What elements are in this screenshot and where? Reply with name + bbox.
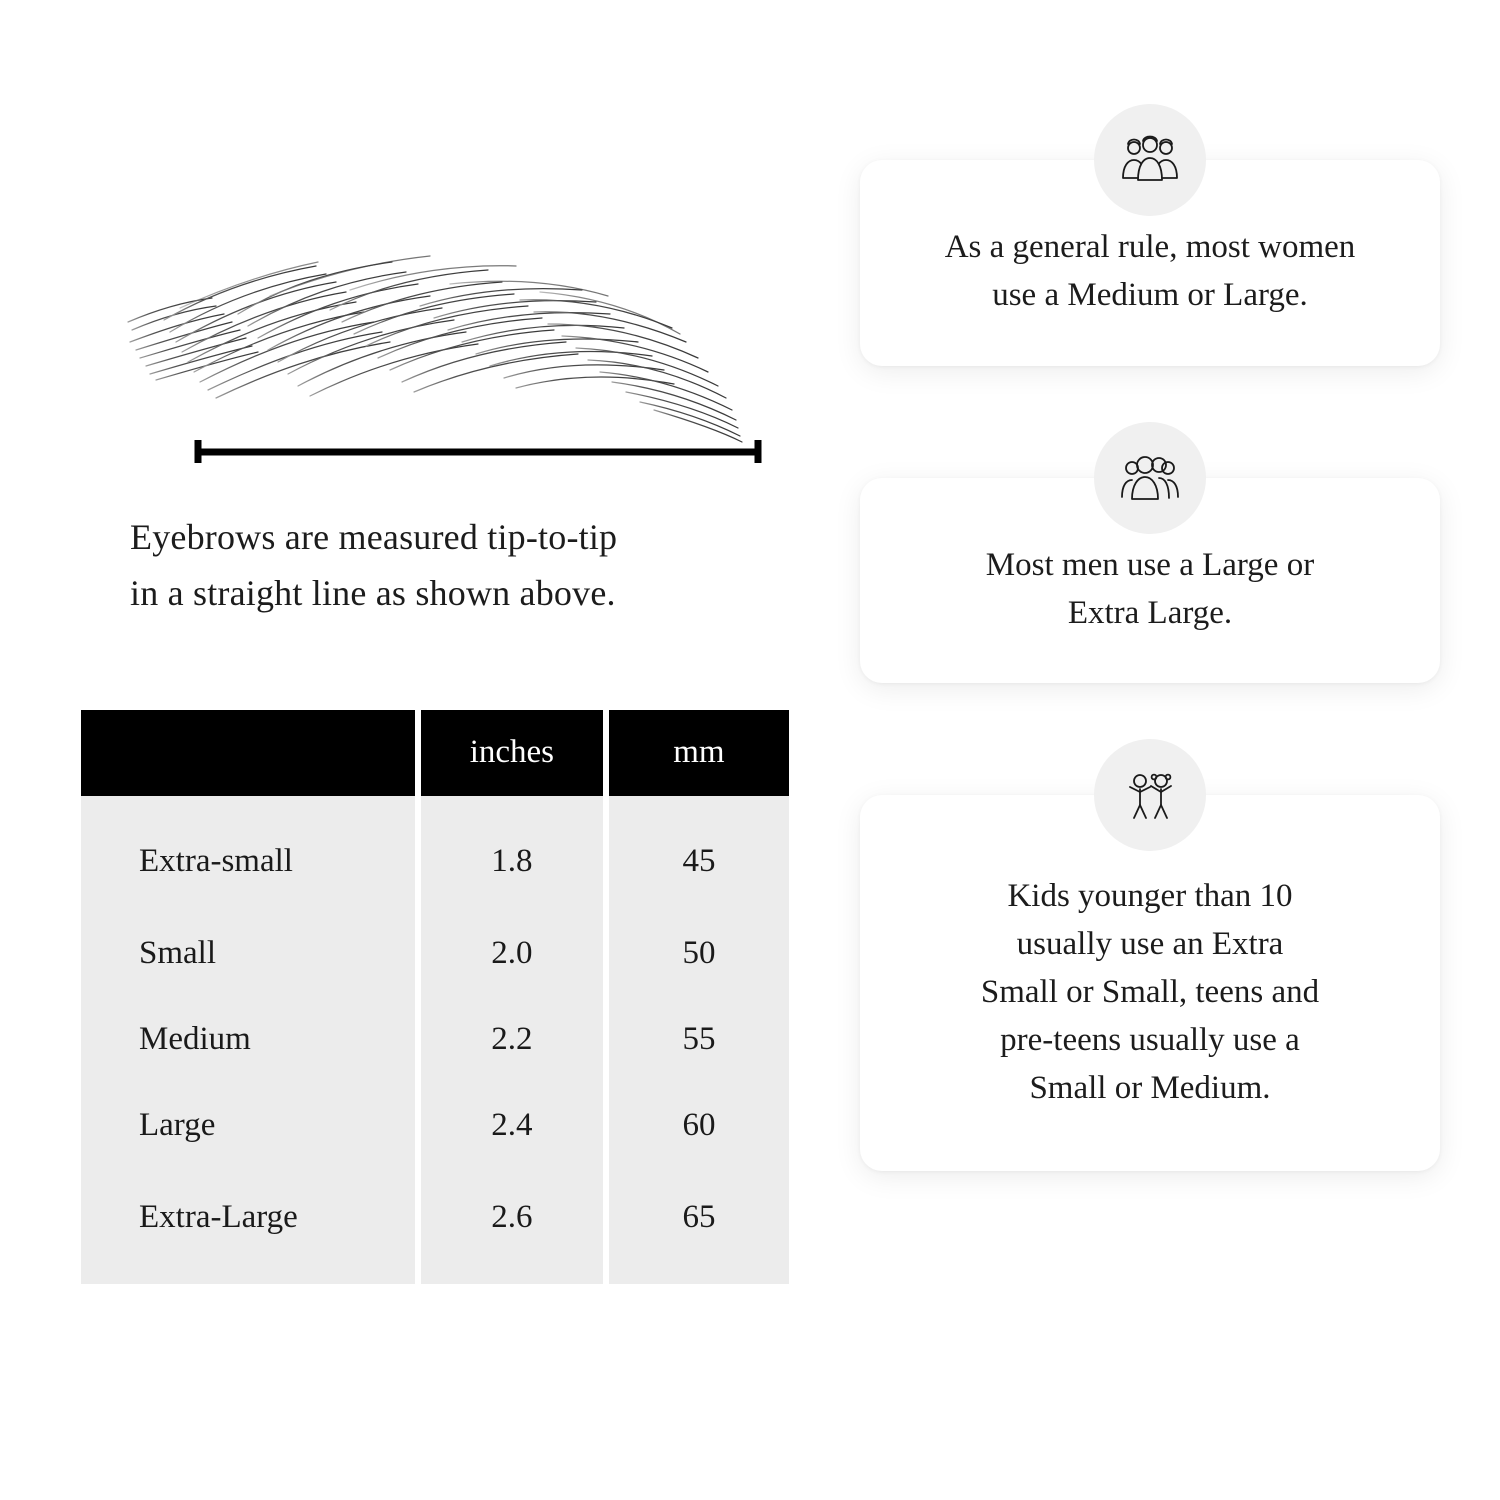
row-size-mm: 55 <box>609 997 789 1083</box>
table-row <box>81 796 789 911</box>
right-column <box>860 160 1440 1171</box>
row-size-inches: 2.2 <box>421 997 603 1083</box>
tip-men-line-1: Most men use a Large or <box>985 546 1315 583</box>
left-column <box>75 150 805 1284</box>
row-size-mm: 45 <box>609 796 789 911</box>
caption-line-2: in a straight line as shown above. <box>130 572 616 613</box>
eyebrow-illustration <box>120 150 760 450</box>
tip-women-line-2: use a Medium or Large. <box>992 276 1308 313</box>
size-chart-table <box>75 710 795 1284</box>
row-size-name: Small <box>81 911 415 997</box>
tip-card-men <box>860 478 1440 684</box>
tip-card-women <box>860 160 1440 366</box>
table-header-row <box>81 710 789 796</box>
row-size-inches: 2.4 <box>421 1083 603 1169</box>
tip-women-line-1: As a general rule, most women <box>944 229 1356 265</box>
tip-kids-line-4: pre-teens usually use a <box>1000 1021 1300 1058</box>
caption-line-1: Eyebrows are measured tip-to-tip <box>130 517 618 557</box>
tip-to-tip-measure-bar <box>193 438 763 464</box>
row-size-inches: 2.0 <box>421 911 603 997</box>
tip-kids-line-5: Small or Medium. <box>1029 1069 1271 1106</box>
table-header-inches: inches <box>421 710 603 796</box>
table-header-mm: mm <box>609 710 789 796</box>
row-size-name: Extra-Large <box>81 1169 415 1284</box>
table-row <box>81 1169 789 1284</box>
tip-kids-line-1: Kids younger than 10 <box>1007 878 1293 915</box>
row-size-mm: 65 <box>609 1169 789 1284</box>
table-row <box>81 1083 789 1169</box>
women-group-icon <box>1094 104 1206 216</box>
men-group-icon <box>1094 422 1206 534</box>
row-size-name: Large <box>81 1083 415 1169</box>
row-size-inches: 1.8 <box>421 796 603 911</box>
kids-group-icon <box>1094 739 1206 851</box>
table-header-name <box>81 710 415 796</box>
tip-kids-line-3: Small or Small, teens and <box>980 974 1320 1011</box>
row-size-mm: 50 <box>609 911 789 997</box>
tip-kids-line-2: usually use an Extra <box>1016 926 1284 963</box>
tip-men-line-2: Extra Large. <box>1067 594 1233 631</box>
eyebrow-figure <box>120 150 760 480</box>
measurement-caption <box>130 510 770 622</box>
table-row <box>81 997 789 1083</box>
tip-card-kids <box>860 795 1440 1170</box>
row-size-mm: 60 <box>609 1083 789 1169</box>
tip-card-kids-body <box>860 795 1440 1170</box>
row-size-name: Medium <box>81 997 415 1083</box>
row-size-inches: 2.6 <box>421 1169 603 1284</box>
row-size-name: Extra-small <box>81 796 415 911</box>
table-row <box>81 911 789 997</box>
